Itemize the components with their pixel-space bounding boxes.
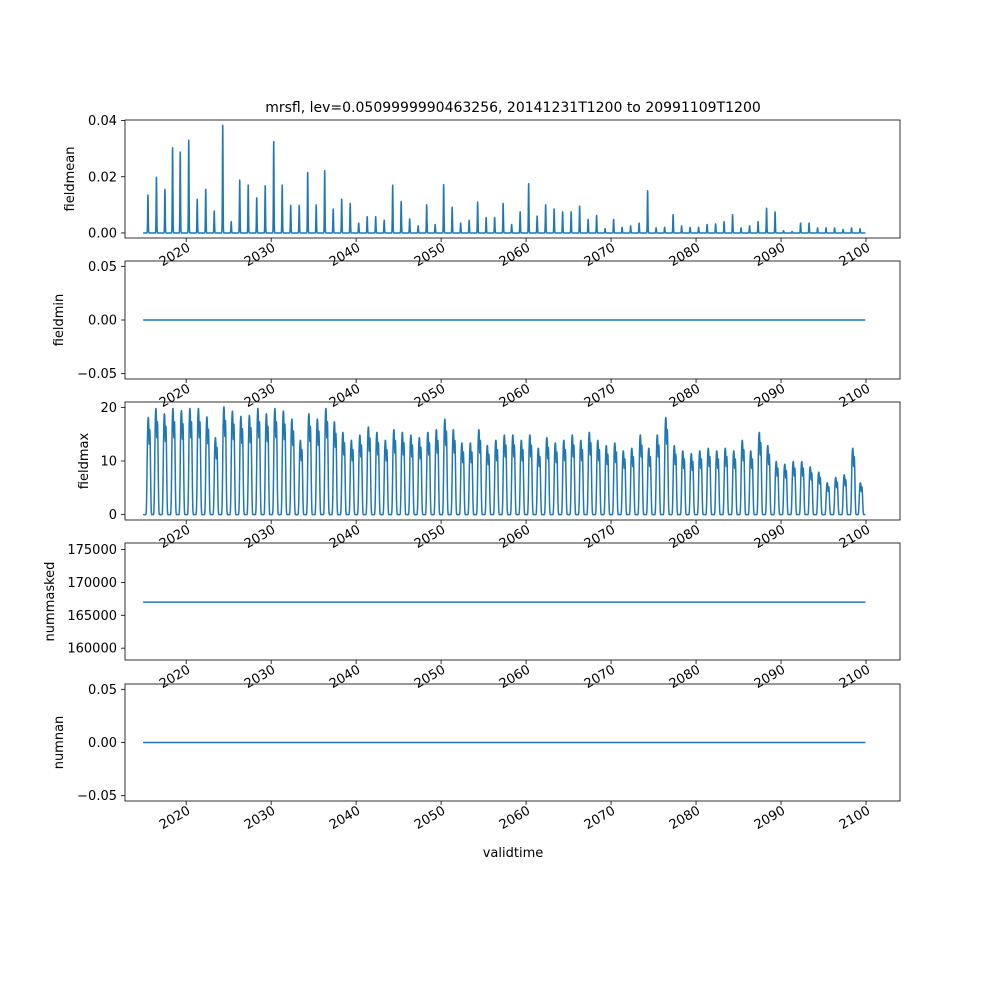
fieldmax-series-line	[144, 407, 865, 515]
nummasked-ytick-label: 165000	[67, 608, 117, 624]
fieldmean-ylabel: fieldmean	[63, 146, 78, 212]
fieldmean-xtick-label: 2020	[157, 240, 194, 271]
nummasked-xtick-label: 2030	[242, 662, 279, 693]
fieldmin-xtick-label: 2090	[751, 381, 789, 412]
nummasked-xtick-label: 2090	[751, 662, 789, 693]
numnan-ytick-label: −0.05	[77, 789, 117, 805]
fieldmean-xtick-label: 2040	[326, 240, 364, 271]
fieldmax-subplot	[77, 401, 900, 552]
fieldmean-series-line	[144, 125, 865, 233]
fieldmax-xtick-label: 2070	[581, 522, 619, 553]
fieldmax-ytick-label: 10	[100, 454, 117, 470]
nummasked-xtick-label: 2070	[581, 662, 619, 693]
fieldmean-xtick-label: 2090	[751, 240, 789, 271]
figure-title: mrsfl, lev=0.0509999990463256, 20141231T1200 to 20991109T1200	[265, 100, 761, 116]
fieldmean-xtick-label: 2080	[666, 240, 704, 271]
fieldmax-ylabel: fieldmax	[77, 432, 92, 490]
fieldmin-xtick-label: 2060	[496, 381, 534, 412]
fieldmax-ytick-label: 0	[108, 508, 117, 524]
fieldmean-ytick-label: 0.00	[88, 226, 117, 242]
numnan-xtick-label: 2070	[581, 803, 619, 834]
nummasked-ytick-label: 160000	[67, 641, 117, 657]
fieldmax-xtick-label: 2050	[411, 522, 449, 553]
fieldmin-subplot	[52, 260, 900, 411]
nummasked-ytick-label: 170000	[67, 575, 117, 591]
fieldmean-xtick-label: 2100	[836, 240, 874, 271]
fieldmin-ytick-label: −0.05	[77, 367, 117, 383]
nummasked-xtick-label: 2060	[496, 662, 534, 693]
numnan-xtick-label: 2020	[157, 803, 194, 834]
numnan-subplot	[52, 683, 900, 833]
fieldmin-xtick-label: 2040	[326, 381, 364, 412]
nummasked-ylabel: nummasked	[43, 561, 58, 642]
nummasked-xtick-label: 2040	[326, 662, 364, 693]
subplots	[43, 114, 910, 833]
fieldmax-xtick-label: 2020	[157, 522, 194, 553]
fieldmin-xtick-label: 2020	[157, 381, 194, 412]
nummasked-ytick-label: 175000	[67, 543, 117, 559]
fieldmin-xtick-label: 2080	[666, 381, 704, 412]
fieldmean-axes-frame	[125, 120, 900, 238]
fieldmin-ytick-label: 0.00	[88, 313, 117, 329]
fieldmax-ytick-label: 20	[100, 400, 117, 416]
nummasked-xtick-label: 2020	[157, 662, 194, 693]
numnan-xtick-label: 2040	[326, 803, 364, 834]
x-axis-label: validtime	[482, 846, 544, 861]
numnan-xtick-label: 2090	[751, 803, 789, 834]
nummasked-subplot	[43, 543, 900, 692]
fieldmean-ytick-label: 0.04	[88, 114, 117, 130]
fieldmax-xtick-label: 2030	[242, 522, 279, 553]
numnan-xtick-label: 2080	[666, 803, 704, 834]
fieldmean-xtick-label: 2070	[581, 240, 619, 271]
nummasked-xtick-label: 2050	[411, 662, 449, 693]
fieldmax-xtick-label: 2090	[751, 522, 789, 553]
fieldmin-xtick-label: 2030	[242, 381, 279, 412]
fieldmean-xtick-label: 2060	[496, 240, 534, 271]
fieldmin-xtick-label: 2070	[581, 381, 619, 412]
numnan-xtick-label: 2060	[496, 803, 534, 834]
fieldmean-xtick-label: 2030	[242, 240, 279, 271]
fieldmin-xtick-label: 2100	[836, 381, 874, 412]
fieldmax-xtick-label: 2080	[666, 522, 704, 553]
fieldmin-ytick-label: 0.05	[88, 259, 117, 275]
fieldmax-xtick-label: 2060	[496, 522, 534, 553]
nummasked-xtick-label: 2100	[836, 662, 874, 693]
numnan-xtick-label: 2030	[242, 803, 279, 834]
fieldmin-xtick-label: 2050	[411, 381, 449, 412]
numnan-ytick-label: 0.00	[88, 736, 117, 751]
fieldmean-ytick-label: 0.02	[88, 170, 117, 186]
fieldmax-xtick-label: 2100	[836, 522, 874, 553]
fieldmin-ylabel: fieldmin	[52, 293, 67, 347]
numnan-xtick-label: 2100	[836, 803, 874, 834]
numnan-ytick-label: 0.05	[88, 682, 117, 698]
fieldmean-subplot	[63, 114, 900, 270]
nummasked-xtick-label: 2080	[666, 662, 704, 693]
numnan-ylabel: numnan	[52, 715, 67, 770]
fieldmean-xtick-label: 2050	[411, 240, 449, 271]
fieldmax-xtick-label: 2040	[326, 522, 364, 553]
numnan-xtick-label: 2050	[411, 803, 449, 834]
